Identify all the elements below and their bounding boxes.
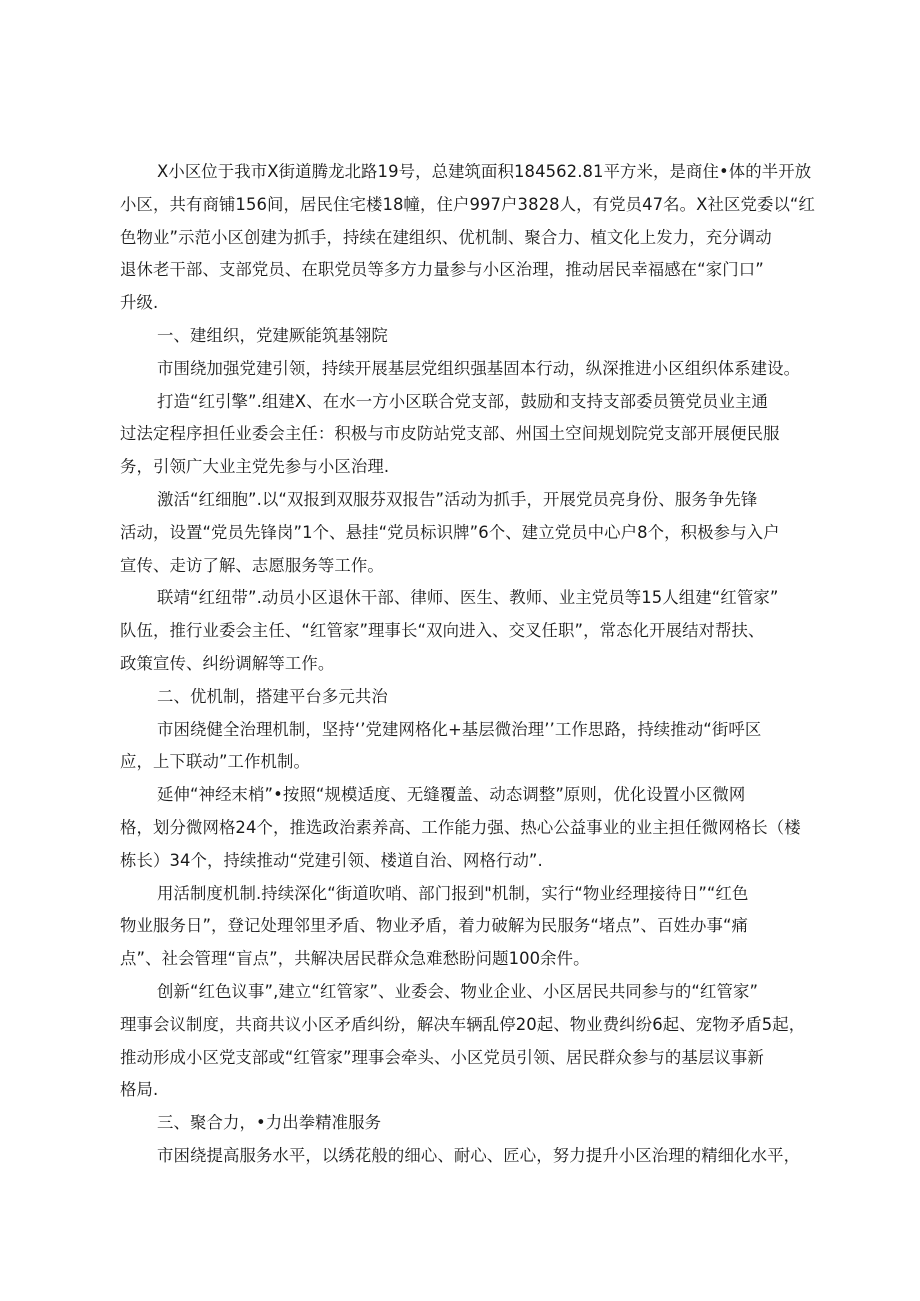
text-line: 过法定程序担任业委会主任：积极与市皮防站党支部、州国土空间规划院党支部开展便民服 bbox=[120, 424, 780, 444]
text-line: 务，引领广大业主党先参与小区治理. bbox=[120, 457, 390, 477]
text-line: 市困绕提高服务水平，以绣花般的细心、耐心、匠心，努力提升小区治理的精细化水平， bbox=[157, 1145, 801, 1165]
text-line: 理事会议制度，共商共议小区矛盾纠纷，解决车辆乱停20起、物业费纠纷6起、宠物矛盾5起， bbox=[120, 1014, 806, 1034]
text-line: 宣传、走访了解、志愿服务等工作。 bbox=[120, 555, 384, 575]
text-line: 三、聚合力，•力出拳精准服务 bbox=[157, 1113, 382, 1133]
text-line: 政策宣传、纠纷调解等工作。 bbox=[120, 653, 335, 673]
text-line: 二、优机制，搭建平台多元共治 bbox=[157, 686, 388, 706]
text-line: 格，划分微网格24个，推选政治素养高、工作能力强、热心公益事业的业主担任微网格长（楼 bbox=[120, 817, 801, 837]
text-line: 延伸“神经末梢”•按照“规模适度、无缝覆盖、动态调整”原则，优化设置小区微网 bbox=[157, 785, 746, 805]
text-line: 物业服务日”，登记处理邻里矛盾、物业矛盾，着力破解为民服务“堵点”、百姓办事“痛 bbox=[120, 916, 749, 936]
text-line: 创新“红色议事”,建立“红管家”、业委会、物业企业、小区居民共同参与的“红管家” bbox=[157, 981, 759, 1001]
text-line: 点”、社会管理“盲点”，共解决居民群众急难愁盼问题100余件。 bbox=[120, 949, 590, 969]
text-line: 格局. bbox=[120, 1080, 159, 1100]
text-line: 小区，共有商铺156间，居民住宅楼18幢，住户997户3828人，有党员47名。X社区党委以“红 bbox=[120, 194, 816, 214]
text-line: 联靖“红纽带”.动员小区退休干部、律师、医生、教师、业主党员等15人组建“红管家” bbox=[157, 588, 779, 608]
document-body bbox=[120, 156, 820, 1173]
text-line: 栋长）34个，持续推动“党建引领、楼道自治、网格行动”. bbox=[120, 850, 543, 870]
text-line: X小区位于我市X街道腾龙北路19号，总建筑面积184562.81平方米，是商住•体的半开放 bbox=[157, 162, 812, 181]
text-line: 市围绕加强党建引领，持续开展基层党组织强基固本行动，纵深推进小区组织体系建设。 bbox=[157, 358, 801, 378]
text-line: 推动形成小区党支部或“红管家”理事会牵头、小区党员引领、居民群众参与的基层议事新 bbox=[120, 1047, 764, 1067]
text-line: 市困绕健全治理机制，坚持‘’党建网格化+基层微治理’’工作思路，持续推动“街呼区 bbox=[157, 719, 762, 739]
text-line: 一、建组织，党建厥能筑基翎院 bbox=[157, 325, 388, 345]
text-line: 升级. bbox=[120, 293, 159, 313]
text-line: 活动，设置“党员先锋岗”1个、悬挂“党员标识牌”6个、建立党员中心户8个，积极参与入户 bbox=[120, 522, 780, 542]
text-line: 队伍，推行业委会主任、“红管家”理事长“双向进入、交叉任职”，常态化开展结对帮扶、 bbox=[120, 621, 765, 641]
text-line: 应，上下联动”工作机制。 bbox=[120, 752, 310, 772]
text-line: 激活“红细胞”.以“双报到双服芬双报告”活动为抓手，开展党员亮身份、服务争先锋 bbox=[157, 489, 758, 509]
text-line: 退休老干部、支部党员、在职党员等多方力量参与小区治理，推动居民幸福感在“家门口” bbox=[120, 260, 764, 280]
text-line: 用活制度机制.持续深化“街道吹哨、部门报到"机制，实行“物业经理接待日”“红色 bbox=[157, 883, 749, 903]
text-line: 色物业”示范小区创建为抓手，持续在建组织、优机制、聚合力、植文化上发力，充分调动 bbox=[120, 227, 772, 247]
text-line: 打造“红引擎”.组建X、在水一方小区联合党支部，鼓励和支持支部委员篑党员业主通 bbox=[157, 391, 768, 411]
